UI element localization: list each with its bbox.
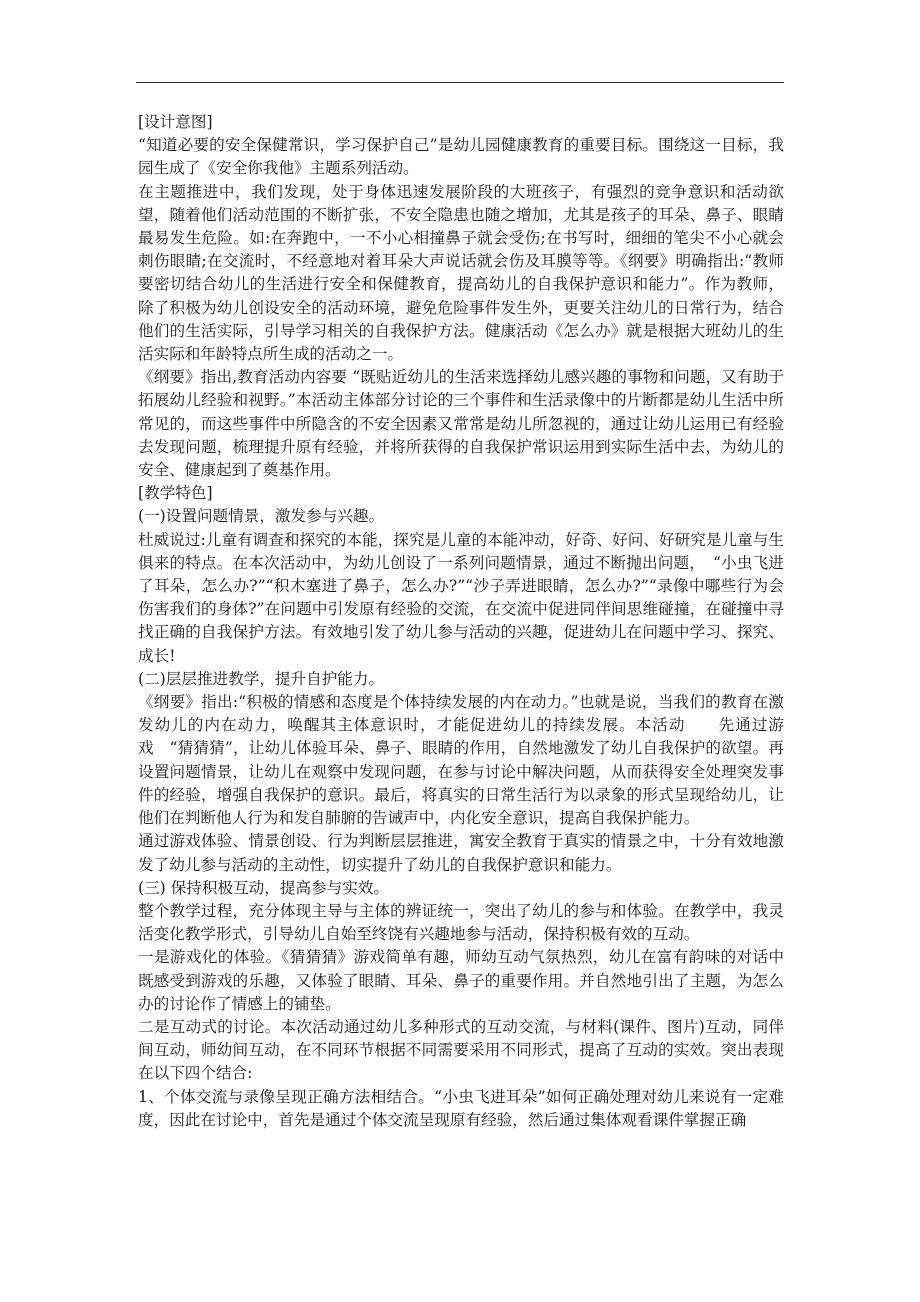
- paragraph: 一是游戏化的体验。《猜猜猜》游戏简单有趣，师幼互动气氛热烈，幼儿在富有韵味的对话中既感受到游戏的乐趣，又体验了眼睛、耳朵、鼻子的重要作用。并自然地引出了主题，为怎么办的讨论作了情感上的铺垫。: [138, 948, 784, 1013]
- paragraph: 1、个体交流与录像呈现正确方法相结合。“小虫飞进耳朵”如何正确处理对幼儿来说有一定难度，因此在讨论中，首先是通过个体交流呈现原有经验，然后通过集体观看课件掌握正确: [138, 1087, 784, 1129]
- subheading-one: (一)设置问题情景，激发参与兴趣。: [138, 507, 385, 526]
- paragraph: 二是互动式的讨论。本次活动通过幼儿多种形式的互动交流，与材料(课件、图片)互动，同伴间互动，师幼间互动，在不同环节根据不同需要采用不同形式，提高了互动的实效。突出表现在以下四个结合:: [138, 1017, 784, 1083]
- subheading-two: (二)层层推进教学，提升自护能力。: [138, 669, 385, 688]
- paragraph: 《纲要》指出:“积极的情感和态度是个体持续发展的内在动力。”也就是说，当我们的教育在激发幼儿的内在动力，唤醒其主体意识时，才能促进幼儿的持续发展。本活动 先通过游戏 “猜猜猜”，让幼儿体验耳朵、鼻子、眼睛的作用，自然地激发了幼儿自我保护的欲望。再设置问题情景，让幼儿在观察中发现问题，在参与讨论中解决问题，从而获得安全处理突发事件的经验，增强自我保护的意识。最后，将真实的日常生活行为以录象的形式呈现给幼儿，让他们在判断他人行为和发自肺腑的告诫声中，内化安全意识，提高自我保护能力。: [138, 693, 784, 828]
- subheading-three: (三) 保持积极互动，提高参与实效。: [138, 878, 390, 897]
- paragraph: 《纲要》指出,教育活动内容要 “既贴近幼儿的生活来选择幼儿感兴趣的事物和问题，又有助于拓展幼儿经验和视野。”本活动主体部分讨论的三个事件和生活录像中的片断都是幼儿生活中所常见的，而这些事件中所隐含的不安全因素又常常是幼儿所忽视的，通过让幼儿运用已有经验去发现问题，梳理提升原有经验，并将所获得的自我保护常识运用到实际生活中去，为幼儿的安全、健康起到了奠基作用。: [138, 368, 784, 480]
- paragraph: 整个教学过程，充分体现主导与主体的辨证统一，突出了幼儿的参与和体验。在教学中，我灵活变化教学形式，引导幼儿自始至终饶有兴趣地参与活动，保持积极有效的互动。: [138, 901, 784, 944]
- section-heading-teaching-features: [教学特色]: [138, 484, 213, 503]
- document-body: [138, 111, 784, 1132]
- paragraph: “知道必要的安全保健常识，学习保护自己”是幼儿园健康教育的重要目标。围绕这一目标，我园生成了《安全你我他》主题系列活动。: [138, 136, 784, 178]
- paragraph: 杜威说过:儿童有调查和探究的本能，探究是儿童的本能冲动，好奇、好问、好研究是儿童与生俱来的特点。在本次活动中，为幼儿创设了一系列问题情景，通过不断抛出问题， “小虫飞进了耳朵，怎么办?”“积木塞进了鼻子，怎么办?”“沙子弄进眼睛，怎么办?”“录像中哪些行为会伤害我们的身体?”在问题中引发原有经验的交流，在交流中促进同伴间思维碰撞，在碰撞中寻找正确的自我保护方法。有效地引发了幼儿参与活动的兴趣，促进幼儿在问题中学习、探究、成长!: [138, 530, 784, 665]
- section-heading-design-intent: [设计意图]: [138, 113, 213, 131]
- paragraph: 在主题推进中，我们发现，处于身体迅速发展阶段的大班孩子，有强烈的竞争意识和活动欲望，随着他们活动范围的不断扩张，不安全隐患也随之增加，尤其是孩子的耳朵、鼻子、眼睛最易发生危险。如:在奔跑中，一不小心相撞鼻子就会受伤;在书写时，细细的笔尖不小心就会刺伤眼睛;在交流时，不经意地对着耳朵大声说话就会伤及耳膜等等。《纲要》明确指出:“教师要密切结合幼儿的生活进行安全和保健教育，提高幼儿的自我保护意识和能力”。作为教师，除了积极为幼儿创设安全的活动环境，避免危险事件发生外，更要关注幼儿的日常行为，结合他们的生活实际，引导学习相关的自我保护方法。健康活动《怎么办》就是根据大班幼儿的生活实际和年龄特点所生成的活动之一。: [138, 182, 784, 364]
- paragraph: 通过游戏体验、情景创设、行为判断层层推进，寓安全教育于真实的情景之中，十分有效地激发了幼儿参与活动的主动性，切实提升了幼儿的自我保护意识和能力。: [138, 832, 784, 874]
- header-rule: [136, 82, 784, 83]
